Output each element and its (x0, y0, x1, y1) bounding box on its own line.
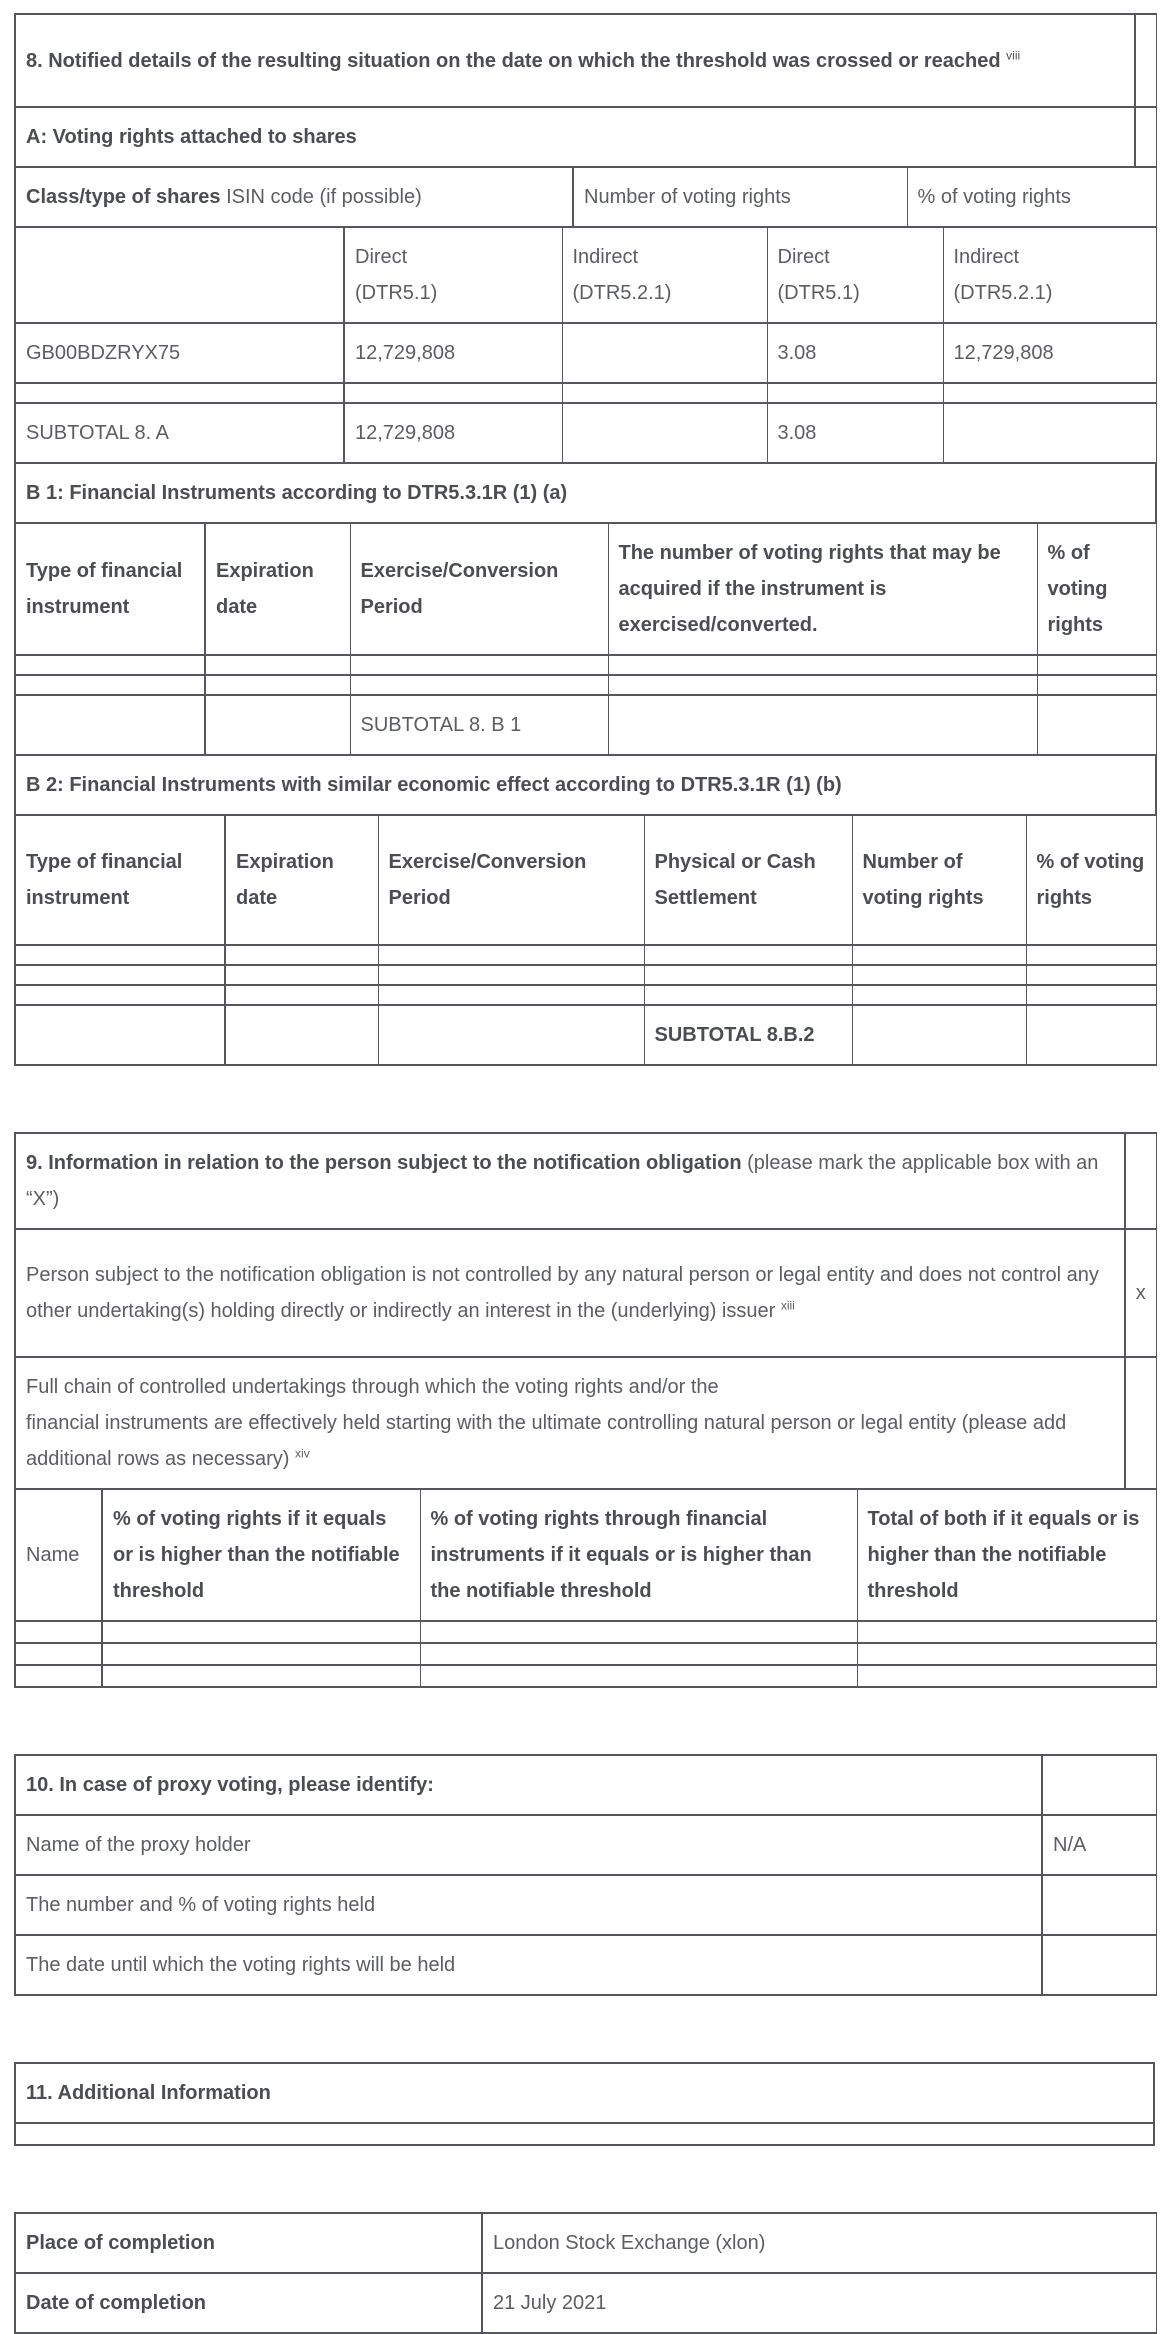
num-voting-rights-header: Number of voting rights (573, 167, 907, 227)
section11-title: 11. Additional Information (15, 2063, 1154, 2123)
empty-row (15, 1665, 1156, 1687)
b2-header-type: Type of financial instrument (15, 815, 225, 945)
class-subheader-empty (15, 227, 344, 323)
subheader-indirect-num: Indirect (DTR5.2.1) (562, 227, 767, 323)
table-row (15, 323, 1156, 383)
empty-row (15, 1643, 1156, 1665)
section9-table (14, 1132, 1157, 1490)
section9-title: 9. Information in relation to the person subject to the notification obligation (please mark the applicable box with an “X”) (15, 1133, 1125, 1229)
partA-title-mark-cell (1135, 107, 1156, 167)
empty-row (15, 383, 1156, 403)
partA-data-table (14, 226, 1157, 464)
b1-header-pct: % of voting rights (1037, 523, 1156, 655)
b2-subtotal-label: SUBTOTAL 8.B.2 (644, 1005, 852, 1065)
control-chain-table (14, 1488, 1157, 1688)
subtotal-pct-indirect (943, 403, 1156, 463)
table-row (15, 1935, 1156, 1995)
subtotal-num-direct: 12,729,808 (344, 403, 562, 463)
subtotal-row (15, 403, 1156, 463)
pct-direct-cell: 3.08 (767, 323, 943, 383)
chain-header-pct-fin: % of voting rights through financial instruments if it equals or is higher than the notifiable threshold (420, 1489, 857, 1621)
b1-subtotal-label: SUBTOTAL 8. B 1 (350, 695, 608, 755)
option2-checkbox[interactable] (1125, 1357, 1156, 1489)
place-of-completion-value: London Stock Exchange (xlon) (482, 2213, 1156, 2273)
b2-header-pct: % of voting rights (1026, 815, 1156, 945)
subtotal-label: SUBTOTAL 8. A (15, 403, 344, 463)
partB1-table (14, 462, 1157, 756)
empty-row (15, 1621, 1156, 1643)
voting-rights-held-label: The number and % of voting rights held (15, 1875, 1042, 1935)
section10-table (14, 1754, 1157, 1996)
date-of-completion-value: 21 July 2021 (482, 2273, 1156, 2333)
b2-header-period: Exercise/Conversion Period (378, 815, 644, 945)
partB2-table (14, 754, 1157, 1066)
held-until-date-label: The date until which the voting rights will be held (15, 1935, 1042, 1995)
table-row (15, 1815, 1156, 1875)
pct-indirect-cell: 12,729,808 (943, 323, 1156, 383)
chain-header-total: Total of both if it equals or is higher than the notifiable threshold (857, 1489, 1156, 1621)
chain-header-name: Name (15, 1489, 102, 1621)
table-row (15, 1875, 1156, 1935)
section8-table (14, 13, 1157, 168)
additional-info-content (15, 2123, 1154, 2145)
subtotal-num-indirect (562, 403, 767, 463)
footnote-xiii: xiii (780, 1298, 795, 1313)
subtotal-row (15, 1005, 1156, 1065)
b1-header-number: The number of voting rights that may be acquired if the instrument is exercised/converted. (608, 523, 1037, 655)
class-type-header: Class/type of shares ISIN code (if possible) (15, 167, 573, 227)
section9-title-mark-cell (1125, 1133, 1156, 1229)
subheader-direct-num: Direct (DTR5.1) (344, 227, 562, 323)
empty-row (15, 655, 1156, 675)
empty-row (15, 985, 1156, 1005)
partB1-title: B 1: Financial Instruments according to DTR5.3.1R (1) (a) (15, 463, 1156, 523)
subheader-direct-pct: Direct (DTR5.1) (767, 227, 943, 323)
num-direct-cell: 12,729,808 (344, 323, 562, 383)
section9-option1: Person subject to the notification obligation is not controlled by any natural person or legal entity and does not control any other undertaking(s) holding directly or indirectly an interest in the (underlying) issuer $^{xiii}$ (15, 1229, 1125, 1357)
partB2-title: B 2: Financial Instruments with similar economic effect according to DTR5.3.1R (1) (b) (15, 755, 1156, 815)
completion-table (14, 2212, 1157, 2334)
section10-title: 10. In case of proxy voting, please identify: (15, 1755, 1042, 1815)
proxy-holder-value: N/A (1042, 1815, 1156, 1875)
b1-header-period: Exercise/Conversion Period (350, 523, 608, 655)
subtotal-pct-direct: 3.08 (767, 403, 943, 463)
pct-voting-rights-header: % of voting rights (907, 167, 1156, 227)
num-indirect-cell (562, 323, 767, 383)
b2-header-number: Number of voting rights (852, 815, 1026, 945)
b1-header-expiration: Expiration date (205, 523, 350, 655)
section9-option2: Full chain of controlled undertakings through which the voting rights and/or the financial instruments are effectively held starting with the ultimate controlling natural person or legal entity (please add additional rows as necessary) $^{xiv}$ (15, 1357, 1125, 1489)
subheader-indirect-pct: Indirect (DTR5.2.1) (943, 227, 1156, 323)
section8-title-mark-cell (1135, 14, 1156, 107)
empty-row (15, 945, 1156, 965)
section11-table (14, 2062, 1155, 2146)
chain-header-pct-voting: % of voting rights if it equals or is higher than the notifiable threshold (102, 1489, 420, 1621)
section8-title: 8. Notified details of the resulting situation on the date on which the threshold was crossed or reached $^{viii}$ (15, 14, 1135, 107)
footnote-viii: viii (1006, 47, 1021, 62)
proxy-holder-label: Name of the proxy holder (15, 1815, 1042, 1875)
option1-checkbox[interactable]: x (1125, 1229, 1156, 1357)
isin-cell: GB00BDZRYX75 (15, 323, 344, 383)
empty-row (15, 675, 1156, 695)
b2-header-settlement: Physical or Cash Settlement (644, 815, 852, 945)
footnote-xiv: xiv (295, 1446, 310, 1461)
place-of-completion-label: Place of completion (15, 2213, 482, 2273)
b1-header-type: Type of financial instrument (15, 523, 205, 655)
partA-header-table (14, 166, 1157, 228)
held-until-date-value (1042, 1935, 1156, 1995)
partA-title: A: Voting rights attached to shares (15, 107, 1135, 167)
subtotal-row (15, 695, 1156, 755)
date-of-completion-label: Date of completion (15, 2273, 482, 2333)
b2-header-expiration: Expiration date (225, 815, 378, 945)
voting-rights-held-value (1042, 1875, 1156, 1935)
empty-row (15, 965, 1156, 985)
